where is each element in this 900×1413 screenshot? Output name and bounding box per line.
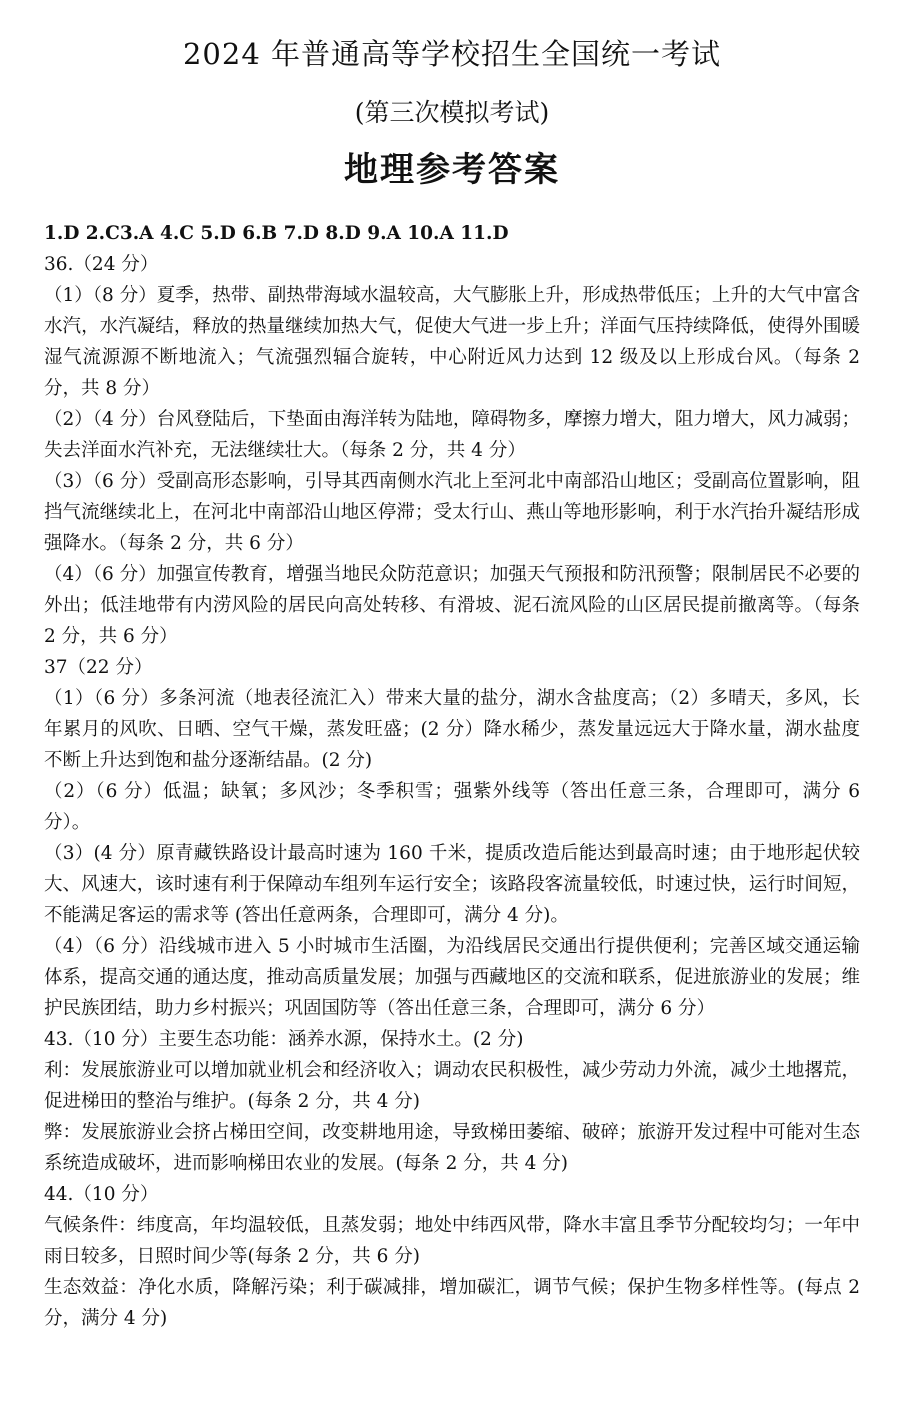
q43-part-1: 43.（10 分）主要生态功能：涵养水源，保持水土。(2 分) [44, 1029, 524, 1050]
q43-cons: 弊：发展旅游业会挤占梯田空间，改变耕地用途，导致梯田萎缩、破碎；旅游开发过程中可能对生态系统造成破坏，进而影响梯田农业的发展。(每条 2 分，共 4 分) [44, 1122, 860, 1174]
q44-ecology: 生态效益：净化水质，降解污染；利于碳减排，增加碳汇，调节气候；保护生物多样性等。(每点 2 分，满分 4 分) [44, 1277, 860, 1329]
q37-label: 37（22 分） [44, 657, 153, 678]
q36-part-3: （3）（6 分）受副高形态影响，引导其西南侧水汽北上至河北中南部沿山地区；受副高位置影响，阻挡气流继续北上，在河北中南部沿山地区停滞；受太行山、燕山等地形影响，利于水汽抬升凝结形成强降水。（每条 2 分，共 6 分） [44, 471, 860, 554]
q43-pros: 利：发展旅游业可以增加就业机会和经济收入；调动农民积极性，减少劳动力外流，减少土地撂荒，促进梯田的整治与维护。(每条 2 分，共 4 分) [44, 1060, 860, 1112]
q44-label: 44.（10 分） [44, 1184, 159, 1205]
answer-body [44, 218, 860, 1334]
q36-label: 36.（24 分） [44, 254, 159, 275]
answer-heading: 地理参考答案 [344, 150, 560, 190]
q36-part-1: （1）（8 分）夏季，热带、副热带海域水温较高，大气膨胀上升，形成热带低压；上升的大气中富含水汽，水汽凝结，释放的热量继续加热大气，促使大气进一步上升；洋面气压持续降低，使得外围暖湿气流源源不断地流入；气流强烈辐合旋转，中心附近风力达到 12 级及以上形成台风。（每条 2 分，共 8 分） [44, 285, 860, 399]
q37-part-4: （4）（6 分）沿线城市进入 5 小时城市生活圈，为沿线居民交通出行提供便利；完善区域交通运输体系，提高交通的通达度，推动高质量发展；加强与西藏地区的交流和联系，促进旅游业的发展；维护民族团结，助力乡村振兴；巩固国防等（答出任意三条，合理即可，满分 6 分） [44, 936, 860, 1019]
q37-part-2: （2）（6 分）低温；缺氧；多风沙；冬季积雪；强紫外线等（答出任意三条，合理即可，满分 6 分）。 [44, 781, 860, 833]
q44-climate: 气候条件：纬度高，年均温较低，且蒸发弱；地处中纬西风带，降水丰富且季节分配较均匀；一年中雨日较多，日照时间少等(每条 2 分，共 6 分) [44, 1215, 860, 1267]
q36-part-4: （4）（6 分）加强宣传教育，增强当地民众防范意识；加强天气预报和防汛预警；限制居民不必要的外出；低洼地带有内涝风险的居民向高处转移、有滑坡、泥石流风险的山区居民提前撤离等。（每条 2 分，共 6 分） [44, 564, 860, 647]
multiple-choice-answers: 1.D 2.C3.A 4.C 5.D 6.B 7.D 8.D 9.A 10.A 11.D [44, 223, 509, 244]
exam-title: 2024 年普通高等学校招生全国统一考试 [182, 37, 722, 71]
exam-subtitle: (第三次模拟考试) [354, 98, 550, 127]
q36-part-2: （2）（4 分）台风登陆后，下垫面由海洋转为陆地，障碍物多，摩擦力增大，阻力增大，风力减弱；失去洋面水汽补充，无法继续壮大。（每条 2 分，共 4 分） [44, 409, 860, 461]
q37-part-1: （1）（6 分）多条河流（地表径流汇入）带来大量的盐分，湖水含盐度高；（2）多晴天，多风，长年累月的风吹、日晒、空气干燥，蒸发旺盛；(2 分）降水稀少，蒸发量远远大于降水量，湖水盐度不断上升达到饱和盐分逐渐结晶。(2 分) [44, 688, 860, 771]
q37-part-3: （3）(4 分）原青藏铁路设计最高时速为 160 千米，提质改造后能达到最高时速；由于地形起伏较大、风速大，该时速有利于保障动车组列车运行安全；该路段客流量较低，时速过快，运行时间短，不能满足客运的需求等 (答出任意两条，合理即可，满分 4 分)。 [44, 843, 860, 926]
